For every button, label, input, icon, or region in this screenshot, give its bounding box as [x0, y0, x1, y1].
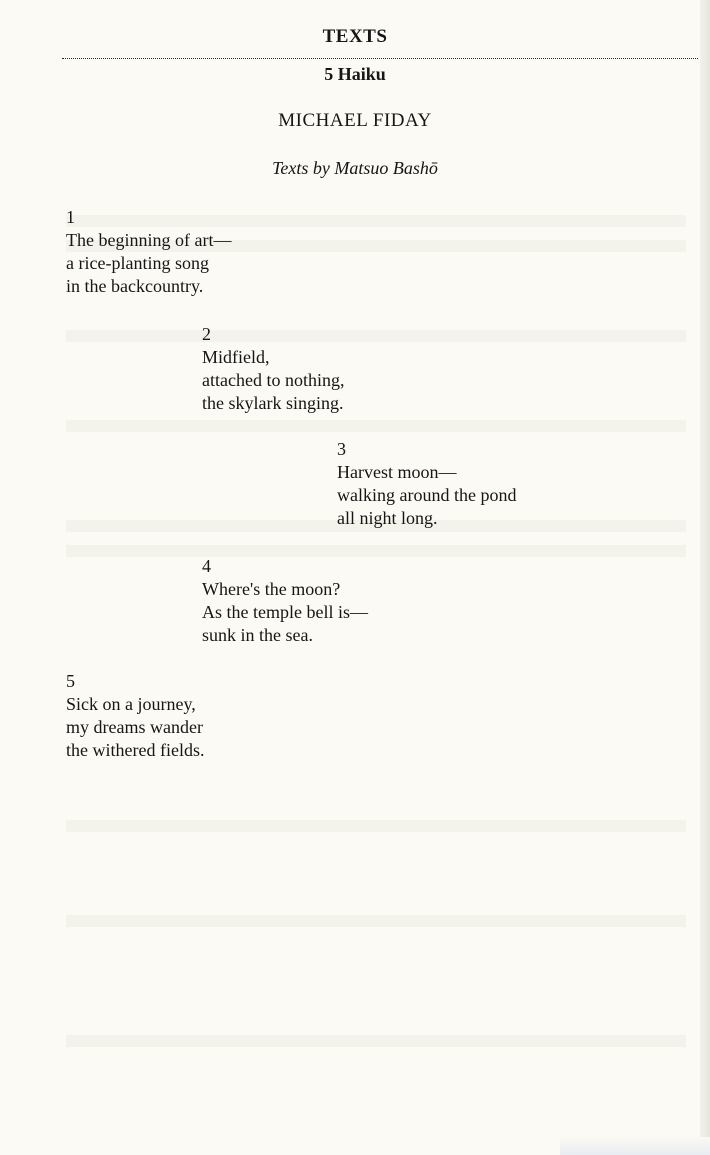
haiku-5: [66, 670, 204, 762]
haiku-line: in the backcountry.: [66, 276, 204, 296]
haiku-line: the skylark singing.: [202, 393, 344, 413]
haiku-line: The beginning of art—: [66, 230, 232, 250]
piece-title: 5 Haiku: [324, 64, 386, 84]
haiku-line: attached to nothing,: [202, 370, 345, 390]
haiku-line: Sick on a journey,: [66, 694, 196, 714]
haiku-line: walking around the pond: [337, 485, 517, 505]
haiku-line: Harvest moon—: [337, 462, 457, 482]
dotted-rule: [62, 58, 698, 59]
haiku-4: [202, 555, 368, 647]
haiku-number: 1: [66, 207, 75, 227]
bleed-through-texture: [66, 545, 686, 557]
bleed-through-texture: [66, 915, 686, 927]
haiku-line: As the temple bell is—: [202, 602, 368, 622]
haiku-line: Midfield,: [202, 347, 270, 367]
bleed-through-texture: [66, 820, 686, 832]
haiku-line: a rice-planting song: [66, 253, 209, 273]
haiku-number: 2: [202, 324, 211, 344]
bleed-through-texture: [66, 420, 686, 432]
haiku-number: 5: [66, 671, 75, 691]
haiku-line: sunk in the sea.: [202, 625, 313, 645]
haiku-line: my dreams wander: [66, 717, 203, 737]
haiku-2: [202, 323, 344, 415]
haiku-1: [66, 206, 231, 298]
haiku-line: all night long.: [337, 508, 438, 528]
haiku-number: 3: [337, 439, 346, 459]
section-header: TEXTS: [322, 26, 388, 47]
page-corner-shadow: [560, 1137, 710, 1155]
composer-name: MICHAEL FIDAY: [278, 110, 432, 131]
haiku-number: 4: [202, 556, 211, 576]
bleed-through-texture: [66, 330, 686, 342]
haiku-line: the withered fields.: [66, 740, 205, 760]
bleed-through-texture: [66, 1035, 686, 1047]
haiku-line: Where's the moon?: [202, 579, 341, 599]
haiku-3: [337, 438, 516, 530]
text-credit: Texts by Matsuo Bashō: [272, 158, 438, 178]
